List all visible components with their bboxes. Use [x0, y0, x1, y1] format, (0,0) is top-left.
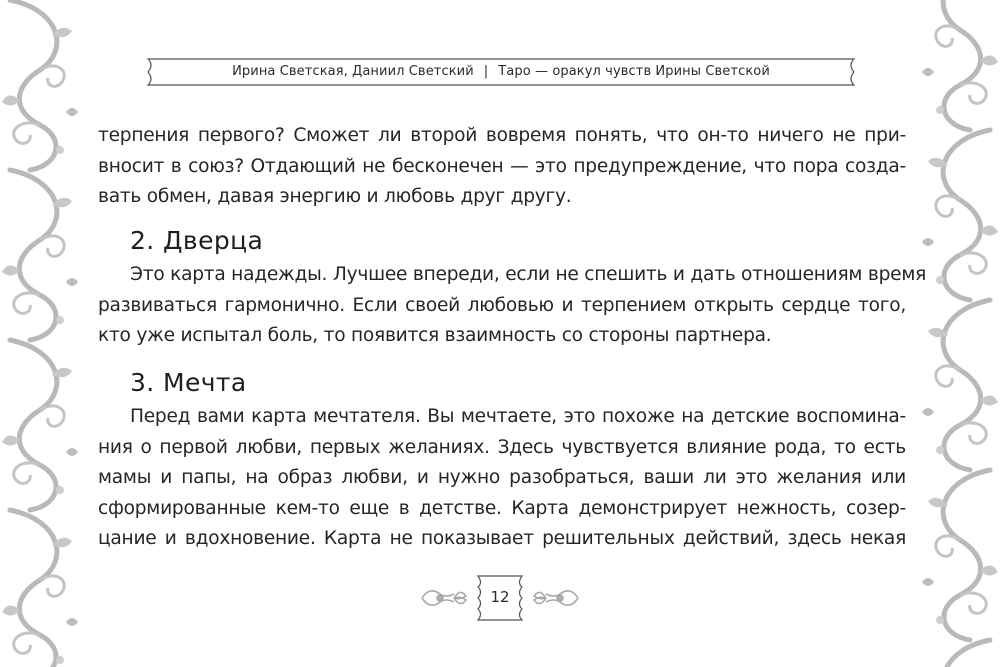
section-heading-dvertsa: 2. Дверца: [130, 226, 264, 255]
paragraph-continuation: [98, 121, 906, 213]
text-line: вать обмен, давая энергию и любовь друг другу.: [98, 186, 572, 207]
left-floral-border: [0, 0, 80, 667]
text-line: кто уже испытал боль, то появится взаимность со стороны партнера.: [98, 325, 772, 346]
header-text: [140, 57, 862, 87]
running-header: [140, 57, 862, 87]
header-separator: |: [483, 64, 489, 79]
page-number: 12: [490, 588, 510, 606]
text-line: Перед вами карта мечтателя. Вы мечтаете, это похоже на детские воспомина-: [130, 406, 906, 427]
page-footer: [410, 572, 590, 624]
text-line: развиваться гармонично. Если своей любовью и терпением открыть сердце того,: [98, 294, 906, 316]
paragraph-mechta: [98, 402, 906, 555]
text-line: терпения первого? Сможет ли второй вовремя понять, что он-то ничего не при-: [98, 125, 906, 146]
text-line: мамы и папы, на образ любви, и нужно разобраться, ваши ли это желания или: [98, 467, 906, 488]
text-line: сформированные кем-то еще в детстве. Карта демонстрирует нежность, созер-: [98, 497, 906, 519]
text-line: Это карта надежды. Лучшее впереди, если не спешить и дать отношениям время: [130, 264, 927, 285]
text-line: вносит в союз? Отдающий не бесконечен — это предупреждение, что пора созда-: [98, 155, 906, 177]
text-line: ния о первой любви, первых желаниях. Здесь чувствуется влияние рода, то есть: [98, 436, 906, 458]
text-line: цание и вдохновение. Карта не показывает решительных действий, здесь некая: [98, 528, 906, 549]
section-heading-mechta: 3. Мечта: [130, 368, 247, 397]
header-book-title: Таро — оракул чувств Ирины Светской: [498, 64, 770, 79]
right-floral-border: [920, 0, 1000, 667]
paragraph-dvertsa: [98, 260, 927, 352]
header-authors: Ирина Светская, Даниил Светский: [232, 64, 474, 79]
